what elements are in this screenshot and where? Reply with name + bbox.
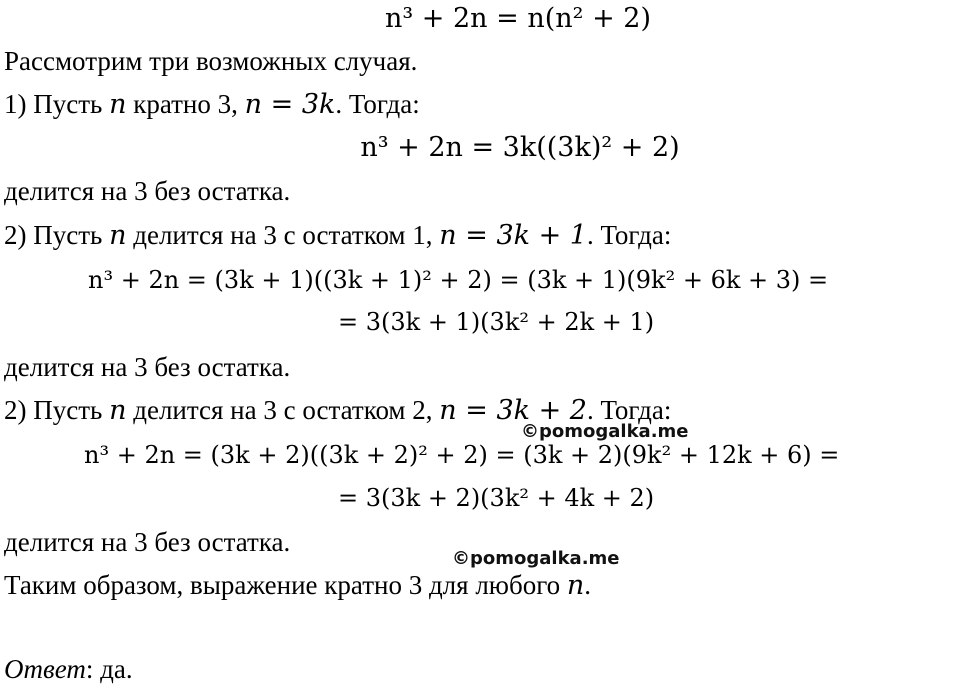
summary-prefix: Таким образом, выражение кратно 3 для любого	[4, 570, 567, 600]
case-2-suffix: . Тогда:	[586, 220, 672, 250]
case-1-equation: n³ + 2n = 3k((3k)² + 2)	[360, 132, 680, 163]
case-2-var: n	[109, 220, 127, 251]
case-3-eq: n = 3k + 2	[439, 395, 587, 426]
case-2-eq: n = 3k + 1	[439, 220, 587, 251]
case-3-equation-line-2: = 3(3k + 2)(3k² + 4k + 2)	[338, 484, 655, 512]
case-2-mid: делится на 3 с остатком 1,	[126, 220, 440, 250]
case-1-suffix: . Тогда:	[335, 89, 420, 119]
case-2-heading	[4, 218, 671, 253]
case-1-heading	[4, 87, 420, 122]
case-1-var: n	[109, 89, 127, 120]
case-2-equation-line-2: = 3(3k + 1)(3k² + 2k + 1)	[338, 308, 655, 336]
summary-suffix: .	[584, 570, 592, 600]
case-2-prefix: 2) Пусть	[4, 220, 110, 250]
case-3-conclusion: делится на 3 без остатка.	[4, 527, 291, 557]
answer-value: : да.	[85, 654, 133, 684]
case-1-mid: кратно 3,	[126, 89, 245, 119]
watermark-2: ©pomogalka.me	[452, 548, 620, 569]
case-2-conclusion: делится на 3 без остатка.	[4, 352, 291, 382]
answer-line	[4, 652, 133, 686]
answer-label: Ответ	[4, 654, 86, 684]
case-2-equation-line-1: n³ + 2n = (3k + 1)((3k + 1)² + 2) = (3k + 1)(9k² + 6k + 3) =	[88, 266, 829, 294]
case-1-eq: n = 3k	[244, 89, 336, 120]
case-1-conclusion: делится на 3 без остатка.	[4, 176, 291, 206]
equation-factorization: n³ + 2n = n(n² + 2)	[385, 3, 651, 34]
summary-text	[4, 568, 591, 603]
case-3-equation-line-1: n³ + 2n = (3k + 2)((3k + 2)² + 2) = (3k + 2)(9k² + 12k + 6) =	[84, 441, 840, 469]
case-3-suffix: . Тогда:	[586, 395, 672, 425]
watermark-1: ©pomogalka.me	[521, 421, 689, 442]
case-1-prefix: 1) Пусть	[4, 89, 110, 119]
case-3-var: n	[109, 395, 127, 426]
intro-text: Рассмотрим три возможных случая.	[4, 46, 418, 76]
case-3-mid: делится на 3 с остатком 2,	[126, 395, 440, 425]
case-3-prefix: 2) Пусть	[4, 395, 110, 425]
summary-var: n	[566, 570, 585, 601]
